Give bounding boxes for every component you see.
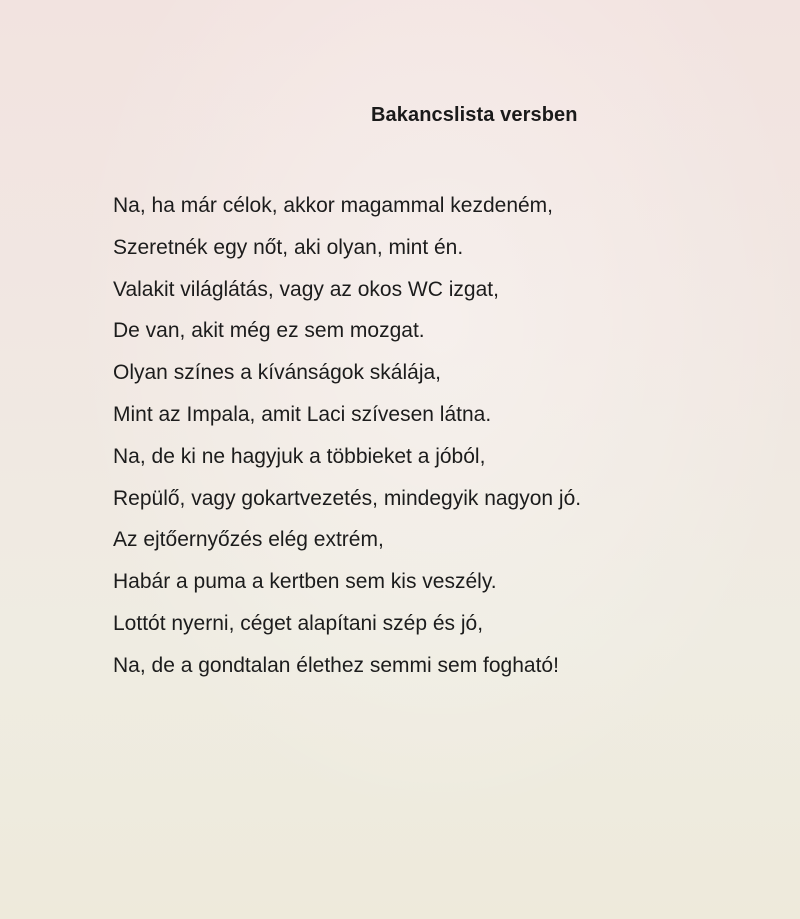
poem-body bbox=[113, 192, 581, 694]
poem-title: Bakancslista versben bbox=[371, 104, 578, 126]
poem-line: Na, ha már célok, akkor magammal kezdeném, bbox=[113, 194, 554, 217]
poem-line: Valakit világlátás, vagy az okos WC izgat, bbox=[113, 277, 499, 301]
poem-line: Habár a puma a kertben sem kis veszély. bbox=[113, 570, 497, 594]
poem-line: Az ejtőernyőzés elég extrém, bbox=[113, 528, 384, 552]
poem-line: Repülő, vagy gokartvezetés, mindegyik nagyon jó. bbox=[113, 486, 582, 510]
poem-line: Na, de a gondtalan élethez semmi sem fogható! bbox=[113, 653, 559, 677]
poem-line: Mint az Impala, amit Laci szívesen látna. bbox=[113, 402, 492, 426]
poem-line: Olyan színes a kívánságok skálája, bbox=[113, 361, 442, 385]
poem-line: Szeretnék egy nőt, aki olyan, mint én. bbox=[113, 235, 464, 259]
poem-line: Lottót nyerni, céget alapítani szép és jó, bbox=[113, 611, 484, 635]
poem-line: De van, akit még ez sem mozgat. bbox=[113, 319, 425, 343]
poem-line: Na, de ki ne hagyjuk a többieket a jóból, bbox=[113, 444, 486, 468]
